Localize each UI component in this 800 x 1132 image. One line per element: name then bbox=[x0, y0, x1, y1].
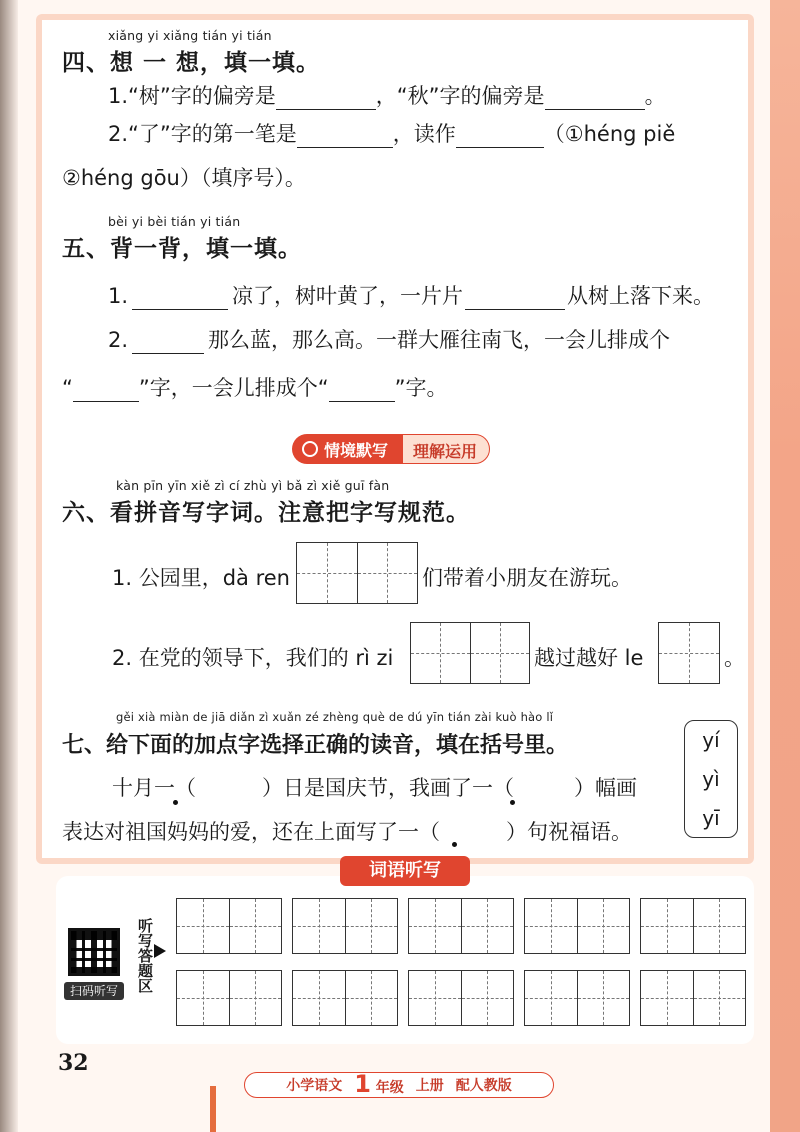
section4-q1-text-a: 1.“树”字的偏旁是 bbox=[108, 84, 276, 108]
page-number: 32 bbox=[58, 1050, 89, 1076]
answer-blank[interactable] bbox=[329, 380, 395, 402]
dictation-grid[interactable] bbox=[292, 898, 398, 954]
section6-pinyin: kàn pīn yīn xiě zì cí zhù yì bǎ zì xiě guī fàn bbox=[116, 478, 390, 493]
medal-icon bbox=[302, 441, 318, 457]
choice-item: yī bbox=[702, 805, 720, 830]
footer-edition: 配人教版 bbox=[455, 1078, 512, 1094]
grid-cell[interactable] bbox=[461, 971, 514, 1025]
answer-blank[interactable] bbox=[276, 88, 376, 110]
section7-pinyin: gěi xià miàn de jiā diǎn zì xuǎn zé zhèng què de dú yīn tián zài kuò hào lǐ bbox=[116, 710, 554, 724]
dictation-grid[interactable] bbox=[176, 970, 282, 1026]
section4-q1-end: 。 bbox=[644, 84, 666, 108]
section6-q1-text-b: 们带着小朋友在游玩。 bbox=[422, 566, 632, 590]
section7-line1-c: ）幅画 bbox=[574, 776, 637, 800]
dictation-grid[interactable] bbox=[640, 898, 746, 954]
section7-line2 bbox=[62, 816, 632, 846]
answer-blank[interactable] bbox=[456, 126, 544, 148]
grid-cell[interactable] bbox=[525, 971, 577, 1025]
banner-left bbox=[292, 434, 402, 464]
grid-cell[interactable] bbox=[525, 899, 577, 953]
section7-line1 bbox=[112, 772, 637, 802]
section7-line1-b: ）日是国庆节，我画了一（ bbox=[262, 776, 514, 800]
section4-q2-option2: ②héng gōu）（填序号）。 bbox=[62, 166, 306, 190]
grid-cell[interactable] bbox=[229, 899, 282, 953]
qr-label: 扫码听写 bbox=[64, 982, 124, 1000]
section7-line1-a: 十月一（ bbox=[112, 776, 196, 800]
grid-cell[interactable] bbox=[357, 543, 418, 603]
footer-grade bbox=[354, 1069, 404, 1098]
footer-grade-number: 1 bbox=[354, 1069, 371, 1098]
grid-cell[interactable] bbox=[577, 899, 630, 953]
answer-blank[interactable] bbox=[132, 288, 228, 310]
section6-q2-text-a: 2. 在党的领导下，我们的 rì zi bbox=[112, 646, 394, 670]
section5-title: 五、背一背，填一填。 bbox=[62, 236, 302, 262]
section4-q2-text-b: ，读作 bbox=[392, 122, 456, 146]
pronunciation-choices bbox=[684, 720, 738, 838]
dictation-grid[interactable] bbox=[524, 970, 630, 1026]
grid-cell[interactable] bbox=[461, 899, 514, 953]
answer-blank[interactable] bbox=[545, 88, 645, 110]
section4-q2-text-a: 2.“了”字的第一笔是 bbox=[108, 122, 297, 146]
section4-q2 bbox=[108, 118, 675, 148]
dictation-grid[interactable] bbox=[408, 898, 514, 954]
banner-left-label: 情境默写 bbox=[324, 441, 389, 460]
grid-cell[interactable] bbox=[409, 899, 461, 953]
section7-line2-a: 表达对祖国妈妈的爱，还在上面写了一（ bbox=[62, 820, 440, 844]
grid-cell[interactable] bbox=[577, 971, 630, 1025]
dictation-grid[interactable] bbox=[176, 898, 282, 954]
section5-q2-num: 2. bbox=[108, 328, 129, 352]
footer-volume: 上册 bbox=[415, 1078, 444, 1094]
grid-cell[interactable] bbox=[177, 971, 229, 1025]
choice-item: yí bbox=[702, 728, 720, 753]
section4-title: 四、想 一 想，填一填。 bbox=[62, 50, 321, 76]
writing-grid[interactable] bbox=[296, 542, 418, 604]
answer-blank[interactable] bbox=[132, 332, 204, 354]
dictation-grid[interactable] bbox=[524, 898, 630, 954]
grid-cell[interactable] bbox=[641, 899, 693, 953]
dictation-grid[interactable] bbox=[292, 970, 398, 1026]
answer-blank[interactable] bbox=[297, 126, 393, 148]
section5-q2-end: ”字。 bbox=[394, 376, 448, 400]
answer-blank[interactable] bbox=[73, 380, 139, 402]
bookmark-ribbon bbox=[210, 1086, 216, 1132]
footer-grade-label: 年级 bbox=[375, 1079, 404, 1096]
grid-cell[interactable] bbox=[177, 899, 229, 953]
grid-cell[interactable] bbox=[293, 971, 345, 1025]
dictation-grid[interactable] bbox=[408, 970, 514, 1026]
grid-cell[interactable] bbox=[345, 899, 398, 953]
writing-grid[interactable] bbox=[410, 622, 530, 684]
dictation-side-label: 听写答题区 bbox=[136, 918, 154, 993]
grid-cell[interactable] bbox=[411, 623, 470, 683]
qr-code-icon[interactable] bbox=[68, 928, 120, 976]
section6-title: 六、看拼音写字词。注意把字写规范。 bbox=[62, 500, 470, 526]
section6-q1-text-a: 1. 公园里，dà ren bbox=[112, 566, 290, 590]
section6-q2-text-b: 越过越好 le bbox=[534, 646, 644, 670]
dictation-grid[interactable] bbox=[640, 970, 746, 1026]
section7-title: 七、给下面的加点字选择正确的读音，填在括号里。 bbox=[62, 733, 569, 758]
section5-q2-line2 bbox=[62, 372, 448, 402]
choice-item: yì bbox=[702, 766, 720, 791]
grid-cell[interactable] bbox=[659, 623, 719, 683]
section4-pinyin: xiǎng yi xiǎng tián yi tián bbox=[108, 28, 272, 43]
emphasis-dot bbox=[510, 800, 515, 805]
writing-grid[interactable] bbox=[658, 622, 720, 684]
grid-cell[interactable] bbox=[297, 543, 357, 603]
section5-q2-open-quote: “ bbox=[62, 376, 73, 400]
section-banner bbox=[292, 434, 490, 464]
grid-cell[interactable] bbox=[229, 971, 282, 1025]
page-edge-shadow bbox=[0, 0, 18, 1132]
section5-pinyin: bèi yi bèi tián yi tián bbox=[108, 214, 241, 229]
grid-cell[interactable] bbox=[693, 899, 746, 953]
section4-q1-text-b: ，“秋”字的偏旁是 bbox=[375, 84, 545, 108]
section4-q2-option1: （①héng piě bbox=[543, 122, 676, 146]
grid-cell[interactable] bbox=[641, 971, 693, 1025]
section5-q2-text-b: ”字，一会儿排成个“ bbox=[138, 376, 329, 400]
footer-badge bbox=[244, 1069, 554, 1098]
section5-q1-text-a: 凉了，树叶黄了，一片片 bbox=[232, 284, 464, 308]
grid-cell[interactable] bbox=[470, 623, 530, 683]
section7-line2-b: ）句祝福语。 bbox=[506, 820, 632, 844]
banner-right-label: 理解运用 bbox=[402, 434, 490, 464]
section5-q1 bbox=[108, 280, 714, 310]
footer-subject: 小学语文 bbox=[286, 1078, 343, 1094]
section6-q2-end: 。 bbox=[724, 646, 745, 670]
grid-cell[interactable] bbox=[345, 971, 398, 1025]
section5-q1-text-b: 从树上落下来。 bbox=[567, 284, 715, 308]
section5-q2 bbox=[108, 324, 670, 354]
section4-q1 bbox=[108, 80, 666, 110]
arrow-right-icon bbox=[154, 944, 166, 958]
answer-blank[interactable] bbox=[465, 288, 565, 310]
grid-cell[interactable] bbox=[293, 899, 345, 953]
grid-cell[interactable] bbox=[693, 971, 746, 1025]
emphasis-dot bbox=[452, 842, 457, 847]
emphasis-dot bbox=[173, 800, 178, 805]
grid-cell[interactable] bbox=[409, 971, 461, 1025]
section5-q2-text-a: 那么蓝，那么高。一群大雁往南飞，一会儿排成个 bbox=[208, 328, 671, 352]
section5-q1-num: 1. bbox=[108, 284, 129, 308]
dictation-title: 词语听写 bbox=[340, 856, 470, 886]
